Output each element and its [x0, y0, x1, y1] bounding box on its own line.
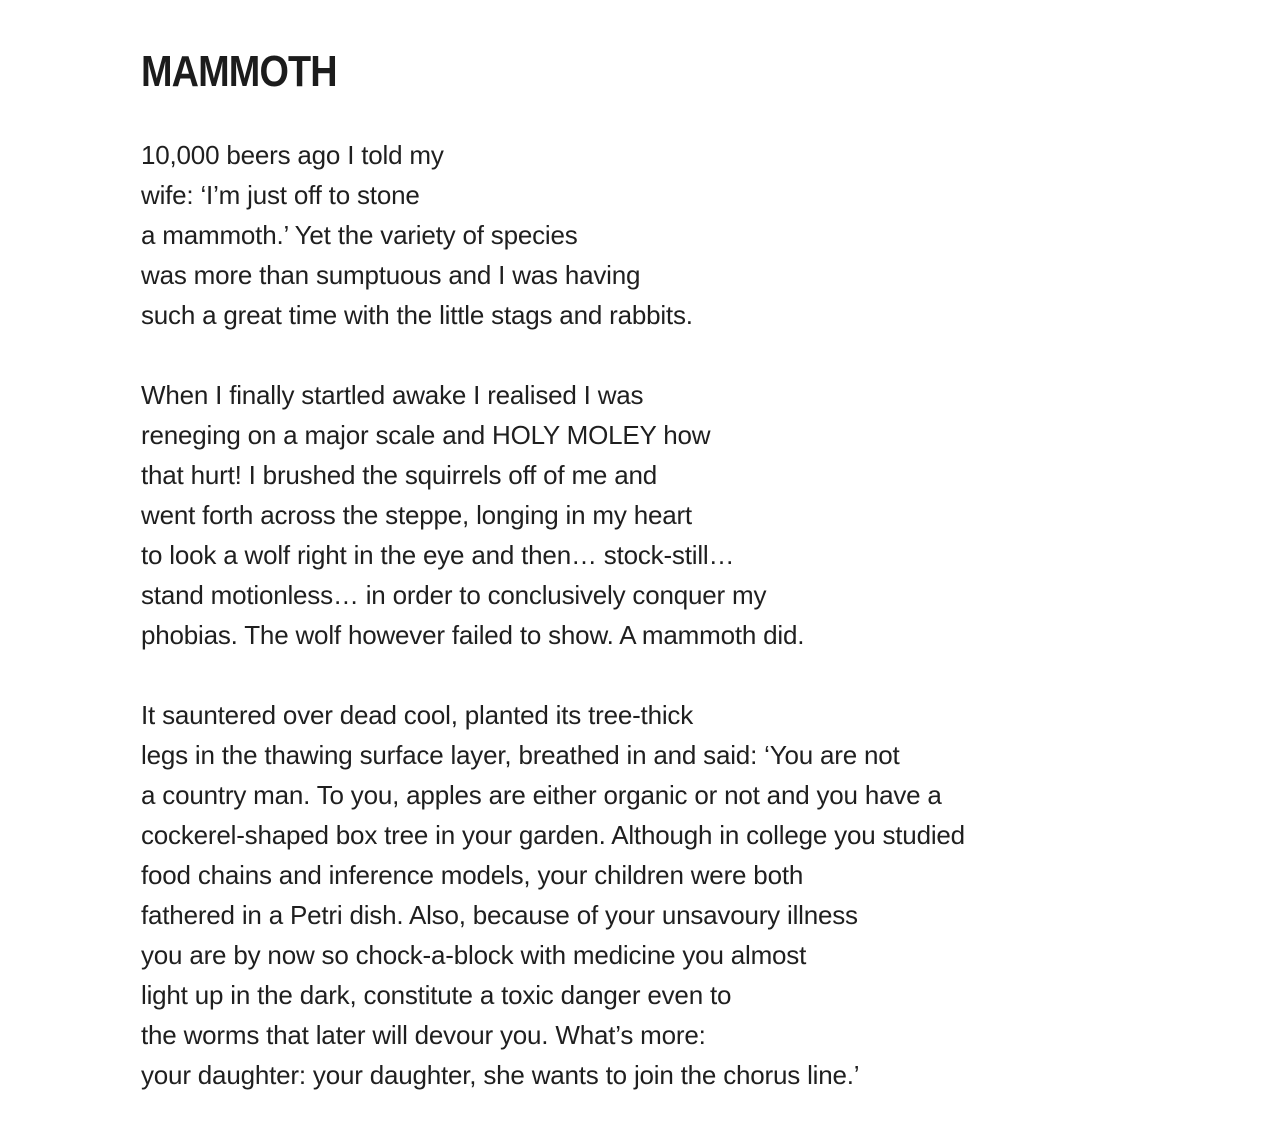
stanza-3 [141, 695, 965, 1095]
poem-line: reneging on a major scale and HOLY MOLEY how [141, 420, 711, 450]
poem-line: When I finally startled awake I realised I was [141, 380, 644, 410]
poem-title: MAMMOTH [141, 47, 337, 96]
poem-line: the worms that later will devour you. What’s more: [141, 1020, 706, 1050]
poem-line: a country man. To you, apples are either organic or not and you have a [141, 780, 942, 810]
poem-line: cockerel-shaped box tree in your garden. Although in college you studied [141, 820, 965, 850]
poem-line: such a great time with the little stags and rabbits. [141, 300, 693, 330]
poem-line: 10,000 beers ago I told my [141, 140, 444, 170]
poem-line: fathered in a Petri dish. Also, because of your unsavoury illness [141, 900, 858, 930]
poem-line: a mammoth.’ Yet the variety of species [141, 220, 578, 250]
poem-line: legs in the thawing surface layer, breathed in and said: ‘You are not [141, 740, 900, 770]
stanza-1 [141, 135, 693, 335]
poem-line: It sauntered over dead cool, planted its tree-thick [141, 700, 694, 730]
poem-line: wife: ‘I’m just off to stone [141, 180, 420, 210]
poem-line: went forth across the steppe, longing in my heart [141, 500, 692, 530]
poem-line: that hurt! I brushed the squirrels off of me and [141, 460, 657, 490]
poem-line: your daughter: your daughter, she wants to join the chorus line.’ [141, 1060, 860, 1090]
poem-line: phobias. The wolf however failed to show. A mammoth did. [141, 620, 805, 650]
poem-line: light up in the dark, constitute a toxic danger even to [141, 980, 732, 1010]
poem-line: food chains and inference models, your children were both [141, 860, 804, 890]
stanza-2 [141, 375, 804, 655]
poem-line: you are by now so chock-a-block with medicine you almost [141, 940, 807, 970]
poem-line: stand motionless… in order to conclusively conquer my [141, 580, 767, 610]
poem-line: was more than sumptuous and I was having [141, 260, 641, 290]
poem-line: to look a wolf right in the eye and then… stock-still… [141, 540, 735, 570]
